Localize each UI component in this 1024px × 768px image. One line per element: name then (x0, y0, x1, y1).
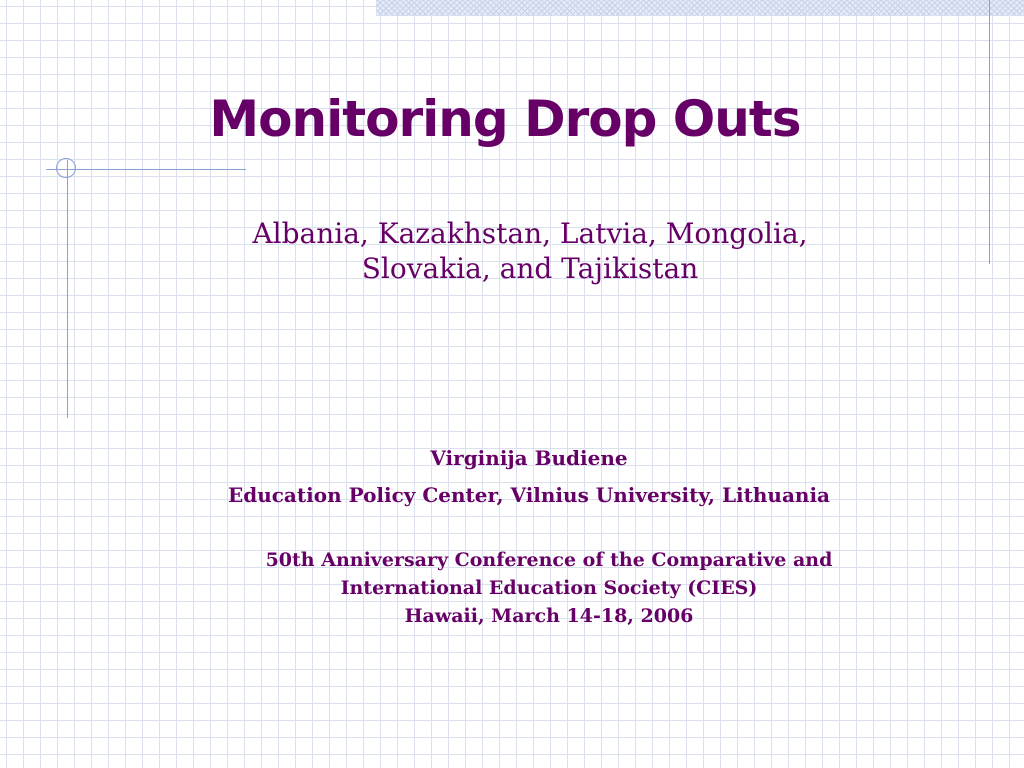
author-affiliation: Education Policy Center, Vilnius University, Lithuania (227, 483, 831, 507)
top-decorative-band (376, 0, 1024, 16)
conference-line-1: 50th Anniversary Conference of the Comparative and (265, 549, 833, 571)
slide-subtitle (120, 216, 940, 286)
left-decorative-line (67, 160, 68, 418)
slide-title: Monitoring Drop Outs (209, 90, 801, 148)
author-block (0, 440, 1024, 514)
subtitle-line-2: Slovakia, and Tajikistan (361, 252, 699, 285)
title-underline-decoration (46, 169, 246, 170)
conference-line-2: International Education Society (CIES) (340, 577, 758, 599)
conference-info (0, 546, 1024, 630)
author-name: Virginija Budiene (430, 446, 628, 470)
subtitle-line-1: Albania, Kazakhstan, Latvia, Mongolia, (252, 217, 808, 250)
circle-ornament-icon (56, 158, 76, 178)
conference-line-3: Hawaii, March 14-18, 2006 (404, 605, 694, 627)
